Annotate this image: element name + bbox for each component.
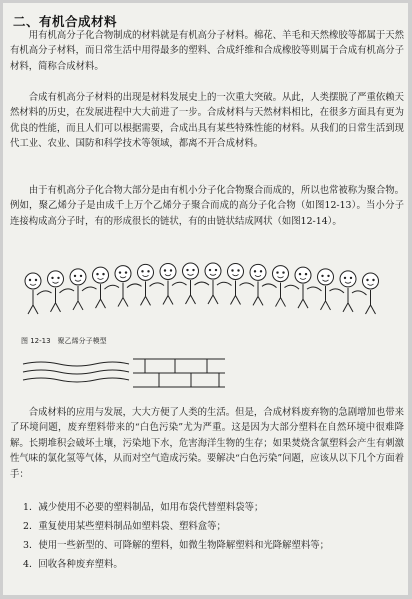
chain-structure-figure (21, 358, 131, 390)
textbook-page (3, 3, 408, 595)
molecule-figure (250, 264, 277, 305)
molecule-figure (340, 271, 367, 312)
molecule-figure (295, 267, 322, 308)
list-item: 3．使用一些新型的、可降解的塑料，如微生物降解塑料和光降解塑料等； (23, 540, 329, 551)
paragraph-4: 合成材料的应用与发展，大大方便了人类的生活。但是，合成材料废弃物的急剧增加也带来了环境问题，废弃塑料带来的“白色污染”尤为严重。这是因为大部分塑料在自然环境中很难降解。长期堆积会破坏土壤，污染地下水，危害海洋生物的生存；如果焚烧含氯塑料会产生有刺激性气味的氯化氢等气体，从而对空气造成污染。要解决“白色污染”问题，应该从以下几个方面着手： (10, 407, 404, 480)
solutions-list (13, 498, 403, 574)
molecule-figure (318, 269, 345, 310)
list-item: 4．回收各种废弃塑料。 (23, 559, 123, 570)
polyethylene-molecule-figure (21, 261, 391, 331)
paragraph-1: 用有机高分子化合物制成的材料就是有机高分子材料。棉花、羊毛和天然橡胶等都属于天然有机高分子材料，而日常生活中用得最多的塑料、合成纤维和合成橡胶等则属于合成有机高分子材料，简称合成材料。 (10, 30, 404, 72)
section-heading: 二、有机合成材料 (13, 14, 118, 29)
list-item: 2．重复使用某些塑料制品如塑料袋、塑料盒等； (23, 521, 226, 532)
paragraph-3: 由于有机高分子化合物大部分是由有机小分子化合物聚合而成的，所以也常被称为聚合物。例如，聚乙烯分子是由成千上万个乙烯分子聚合而成的高分子化合物（如图12-13）。当小分子连接构成高分子时，有的形成很长的链状，有的由链状结成网状（如图12-14）。 (10, 185, 404, 227)
molecule-figure (273, 266, 300, 307)
network-structure-figure (131, 353, 227, 395)
paragraph-2: 合成有机高分子材料的出现是材料发展史上的一次重大突破。从此，人类摆脱了严重依赖天然材料的历史，在发展进程中大大前进了一步。合成材料与天然材料相比，在很多方面具有更为优良的性能，而且人们可以根据需要，合成出具有某些特殊性能的材料。从我们的日常生活到现代工业、农业、国防和科学技术等领域，都离不开合成材料。 (10, 92, 404, 150)
list-item: 1．减少使用不必要的塑料制品，如用布袋代替塑料袋等； (23, 502, 264, 513)
figure-caption: 图 12-13 聚乙烯分子模型 (21, 337, 107, 345)
